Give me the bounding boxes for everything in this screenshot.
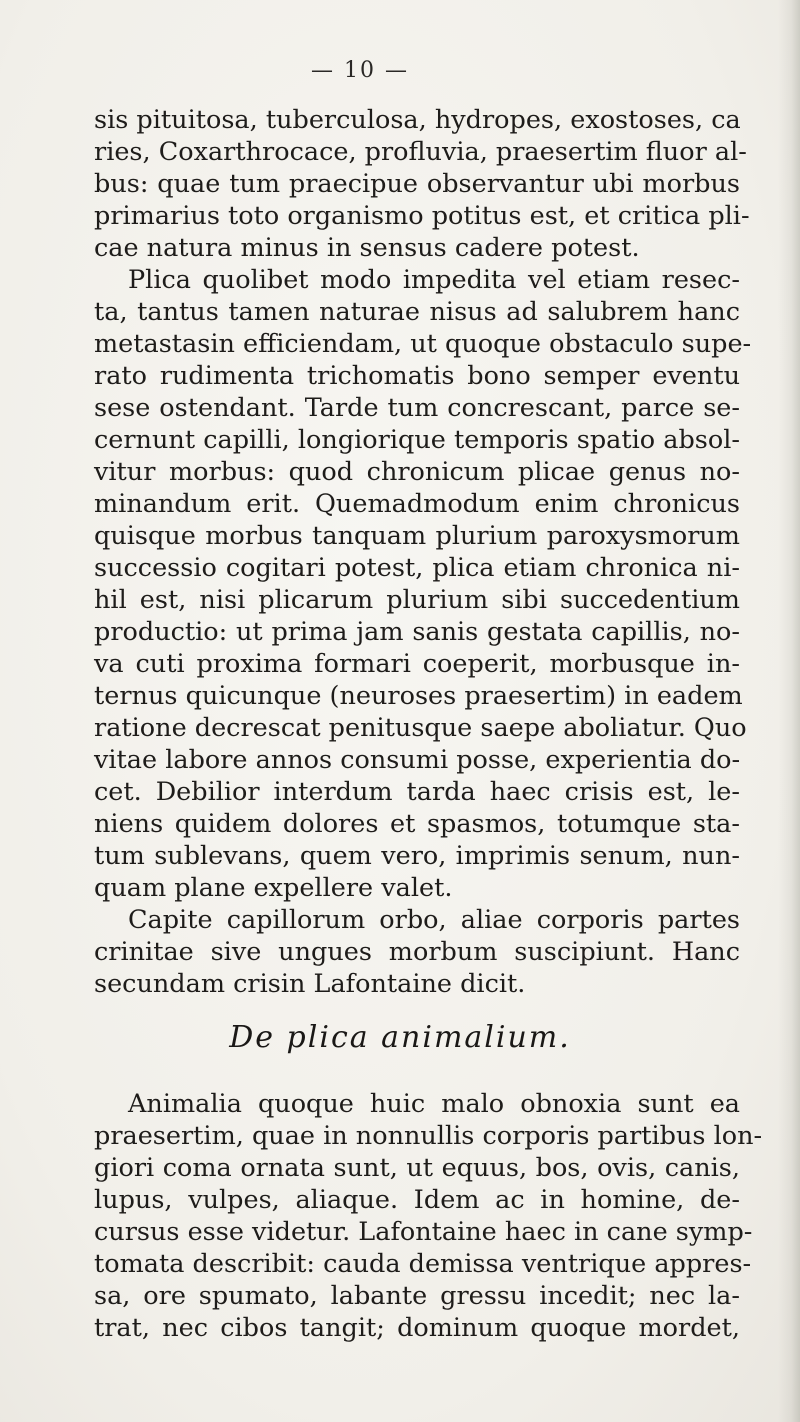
page-edge-shadow	[778, 0, 800, 1422]
text-line: primarius toto organismo potitus est, et critica pli-	[94, 201, 750, 231]
text-line: sis pituitosa, tuberculosa, hydropes, exostoses, ca	[94, 105, 741, 135]
text-line: vitur morbus: quod chronicum plicae genus no-	[94, 457, 740, 487]
text-line: cursus esse videtur. Lafontaine haec in cane symp-	[94, 1217, 753, 1247]
text-line: giori coma ornata sunt, ut equus, bos, ovis, canis,	[94, 1153, 740, 1183]
text-line: Plica quolibet modo impedita vel etiam resec-	[128, 265, 740, 295]
text-line: sese ostendant. Tarde tum concrescant, parce se-	[94, 393, 740, 423]
text-line: vitae labore annos consumi posse, experientia do-	[94, 745, 741, 775]
text-line: trat, nec cibos tangit; dominum quoque mordet,	[94, 1313, 740, 1343]
text-line: Capite capillorum orbo, aliae corporis partes	[128, 905, 740, 935]
text-line: bus: quae tum praecipue observantur ubi morbus	[94, 169, 740, 199]
text-line: ta, tantus tamen naturae nisus ad salubrem hanc	[94, 297, 740, 327]
text-line: cet. Debilior interdum tarda haec crisis est, le-	[94, 777, 740, 807]
text-line: secundam crisin Lafontaine dicit.	[94, 969, 526, 999]
text-line: metastasin efficiendam, ut quoque obstaculo supe-	[94, 329, 752, 359]
text-line: successio cogitari potest, plica etiam chronica ni-	[94, 553, 740, 583]
section-heading: De plica animalium.	[229, 1020, 571, 1055]
text-line: lupus, vulpes, aliaque. Idem ac in homine, de-	[94, 1185, 740, 1215]
text-line: minandum erit. Quemadmodum enim chronicus	[94, 489, 740, 519]
text-line: niens quidem dolores et spasmos, totumque sta-	[94, 809, 740, 839]
text-line: cernunt capilli, longiorique temporis spatio absol-	[94, 425, 740, 455]
text-line: tum sublevans, quem vero, imprimis senum, nun-	[94, 841, 740, 871]
text-line: sa, ore spumato, labante gressu incedit; nec la-	[94, 1281, 740, 1311]
text-line: hil est, nisi plicarum plurium sibi succedentium	[94, 585, 740, 615]
page-number: — 10 —	[311, 58, 409, 83]
text-line: quisque morbus tanquam plurium paroxysmorum	[94, 521, 740, 551]
text-line: ternus quicunque (neuroses praesertim) in eadem	[94, 681, 743, 711]
section-text	[94, 1088, 763, 1344]
text-line: quam plane expellere valet.	[94, 873, 453, 903]
text-line: Animalia quoque huic malo obnoxia sunt ea	[128, 1089, 740, 1119]
text-line: rato rudimenta trichomatis bono semper eventu	[94, 361, 740, 391]
text-line: ries, Coxarthrocace, profluvia, praesertim fluor al-	[94, 137, 747, 167]
main-text	[94, 104, 752, 1000]
text-line: praesertim, quae in nonnullis corporis partibus lon-	[94, 1121, 763, 1151]
text-line: tomata describit: cauda demissa ventrique appres-	[94, 1249, 752, 1279]
text-line: ratione decrescat penitusque saepe aboliatur. Quo	[94, 713, 747, 743]
text-line: va cuti proxima formari coeperit, morbusque in-	[94, 649, 740, 679]
text-line: crinitae sive ungues morbum suscipiunt. Hanc	[94, 937, 740, 967]
text-line: cae natura minus in sensus cadere potest.	[94, 233, 640, 263]
text-line: productio: ut prima jam sanis gestata capillis, no-	[94, 617, 740, 647]
